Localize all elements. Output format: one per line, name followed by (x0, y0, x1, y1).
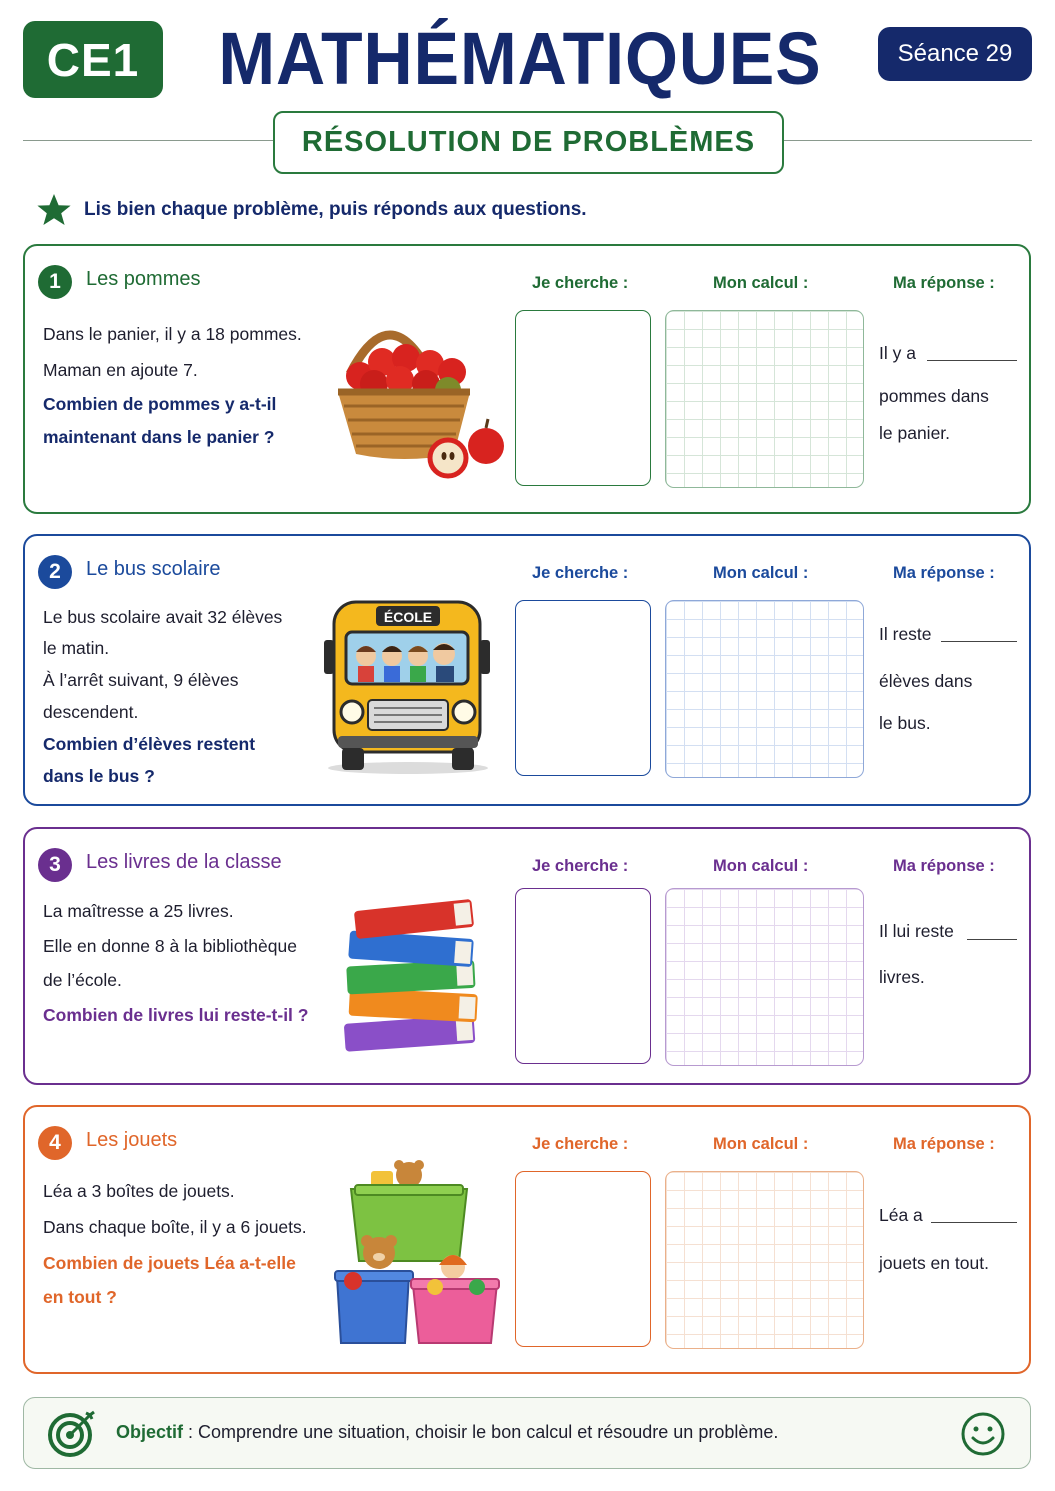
objective-separator: : (183, 1422, 199, 1442)
search-answer-box[interactable] (515, 310, 651, 486)
instruction-text: Lis bien chaque problème, puis réponds aux questions. (84, 199, 587, 220)
problem-number-badge: 4 (38, 1126, 72, 1160)
smiley-icon (960, 1411, 1006, 1457)
search-answer-box[interactable] (515, 600, 651, 776)
answer-blank-line[interactable] (931, 1222, 1017, 1223)
problem-text-line: À l’arrêt suivant, 9 élèves (43, 670, 239, 690)
calculation-grid[interactable] (665, 310, 864, 488)
problem-question: dans le bus ? (43, 766, 155, 786)
column-header-search: Je cherche : (532, 857, 629, 875)
problem-card-3 (23, 827, 1031, 1085)
problem-number-badge: 2 (38, 555, 72, 589)
problem-title: Le bus scolaire (86, 558, 221, 580)
answer-text: Il y a (879, 343, 916, 363)
problem-question: en tout ? (43, 1287, 117, 1307)
page-title: MATHÉMATIQUES (218, 17, 822, 100)
column-header-search: Je cherche : (532, 564, 629, 582)
toy-boxes-image (331, 1157, 503, 1347)
answer-text: jouets en tout. (879, 1253, 989, 1273)
book-stack-image (339, 889, 489, 1059)
answer-text: Il lui reste (879, 921, 954, 941)
problem-number-badge: 3 (38, 848, 72, 882)
answer-blank-line[interactable] (967, 939, 1017, 940)
problem-question: Combien d’élèves restent (43, 734, 256, 754)
problem-question: Combien de pommes y a-t-il (43, 394, 277, 414)
section-subtitle: RÉSOLUTION DE PROBLÈMES (273, 111, 784, 174)
header-divider-left (23, 140, 275, 141)
problem-text-line: le matin. (43, 638, 110, 658)
problem-text-line: Maman en ajoute 7. (43, 360, 198, 380)
problem-question: Combien de livres lui reste-t-il ? (43, 1005, 309, 1025)
answer-blank-line[interactable] (941, 641, 1017, 642)
problem-number-badge: 1 (38, 265, 72, 299)
problem-text-line: Léa a 3 boîtes de jouets. (43, 1181, 235, 1201)
problem-card-2 (23, 534, 1031, 806)
objective-description: Comprendre une situation, choisir le bon calcul et résoudre un problème. (198, 1422, 779, 1442)
problem-question: Combien de jouets Léa a-t-elle (43, 1253, 296, 1273)
column-header-answer: Ma réponse : (893, 564, 995, 582)
search-answer-box[interactable] (515, 1171, 651, 1347)
answer-text: Léa a (879, 1205, 923, 1225)
problem-card-4 (23, 1105, 1031, 1374)
calculation-grid[interactable] (665, 888, 864, 1066)
objective-text (116, 1422, 778, 1443)
objective-footer (23, 1397, 1031, 1469)
answer-text: pommes dans (879, 386, 989, 406)
column-header-answer: Ma réponse : (893, 1135, 995, 1153)
bus-sign: ÉCOLE (383, 609, 433, 625)
star-icon (36, 193, 72, 227)
session-badge: Séance 29 (878, 27, 1032, 81)
column-header-answer: Ma réponse : (893, 857, 995, 875)
search-answer-box[interactable] (515, 888, 651, 1064)
school-bus-image (320, 596, 495, 776)
problem-title: Les pommes (86, 268, 201, 290)
calculation-grid[interactable] (665, 1171, 864, 1349)
problem-card-1 (23, 244, 1031, 514)
answer-blank-line[interactable] (927, 360, 1017, 361)
apple-basket-image (330, 306, 510, 486)
answer-text: livres. (879, 967, 925, 987)
problem-title: Les jouets (86, 1129, 178, 1151)
column-header-calc: Mon calcul : (713, 857, 809, 875)
answer-text: le bus. (879, 713, 931, 733)
problem-text-line: Dans le panier, il y a 18 pommes. (43, 324, 302, 344)
target-icon (46, 1409, 96, 1459)
column-header-calc: Mon calcul : (713, 1135, 809, 1153)
answer-text: le panier. (879, 423, 951, 443)
column-header-calc: Mon calcul : (713, 564, 809, 582)
instruction-row (36, 190, 587, 230)
objective-label: Objectif (116, 1422, 184, 1442)
header-divider-right (780, 140, 1032, 141)
calculation-grid[interactable] (665, 600, 864, 778)
problem-text-line: de l’école. (43, 970, 122, 990)
problem-text-line: Le bus scolaire avait 32 élèves (43, 607, 283, 627)
problem-question: maintenant dans le panier ? (43, 427, 275, 447)
column-header-answer: Ma réponse : (893, 274, 995, 292)
problem-text-line: Dans chaque boîte, il y a 6 jouets. (43, 1217, 307, 1237)
problem-text-line: Elle en donne 8 à la bibliothèque (43, 936, 297, 956)
problem-text-line: La maîtresse a 25 livres. (43, 901, 234, 921)
answer-text: Il reste (879, 624, 932, 644)
column-header-calc: Mon calcul : (713, 274, 809, 292)
column-header-search: Je cherche : (532, 274, 629, 292)
answer-text: élèves dans (879, 671, 973, 691)
problem-text-line: descendent. (43, 702, 139, 722)
level-badge: CE1 (23, 21, 163, 98)
column-header-search: Je cherche : (532, 1135, 629, 1153)
problem-title: Les livres de la classe (86, 851, 282, 873)
